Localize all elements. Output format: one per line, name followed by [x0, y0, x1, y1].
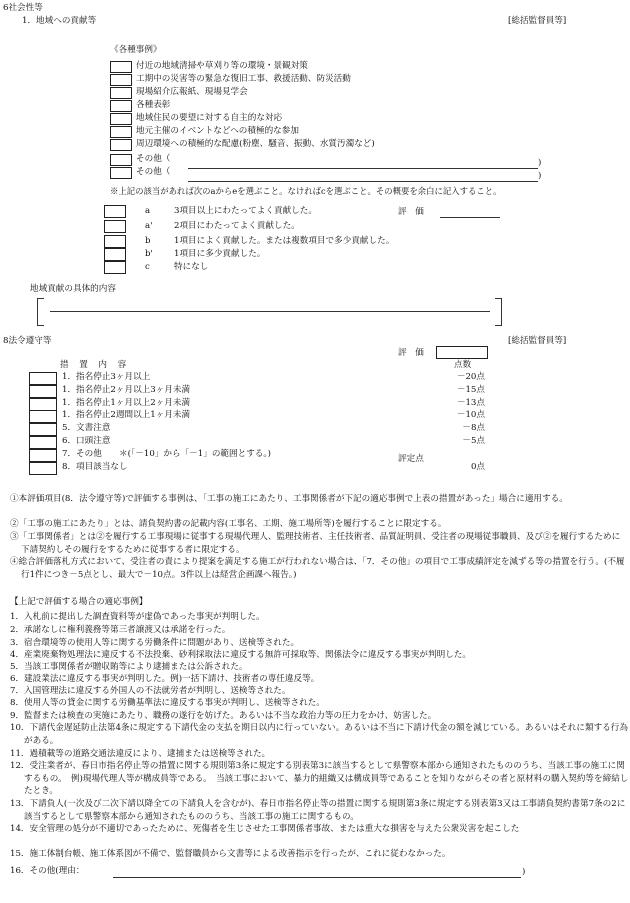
measure-points: －20点: [456, 372, 485, 382]
measure-text: 1．指名停止2週間以上1ヶ月未満: [62, 410, 191, 421]
section6-badge: [総括監督員等]: [508, 16, 567, 26]
measure-points: －5点: [462, 436, 485, 446]
item-label: その他（: [136, 154, 171, 164]
grade-code: b: [145, 236, 151, 246]
case-item: 6．建設業法に違反する事実が判明した。例)一括下請け、技術者の専任違反等。: [10, 674, 320, 684]
item-label: その他（: [136, 167, 171, 177]
case-item: 3．宿舎環境等の使用人等に関する労働条件に問題があり、送検等された。: [10, 638, 300, 648]
case-item: 8．使用人等の貸金に関する労働基準法に違反する事実が判明し、送検等された。: [10, 698, 325, 708]
case-item: 5．当該工事関係者が贈収賄等により逮捕または公訴された。: [10, 662, 248, 672]
paren-close-1: ): [538, 158, 542, 168]
section8-eval-label: 評 価: [398, 348, 424, 358]
measures-header: 措 置 内 容: [60, 360, 128, 370]
item-checkbox[interactable]: [110, 113, 132, 125]
measure-checkbox[interactable]: [29, 423, 57, 436]
item-label: 地域住民の要望に対する自主的な対応: [136, 113, 283, 123]
section6-eval-field[interactable]: [440, 217, 500, 218]
grade-checkbox[interactable]: [104, 235, 126, 248]
case-item: 7．入国管理法に違反する外国人の不法就労者が判明し、送検等された。: [10, 686, 291, 696]
case-item: 16．その他(理由：: [10, 866, 85, 876]
measure-checkbox[interactable]: [29, 372, 57, 385]
section8-badge: [総括監督員等]: [508, 336, 567, 346]
grade-code: a: [145, 206, 151, 216]
measure-text: 1．指名停止1ヶ月以上2ヶ月未満: [62, 397, 191, 408]
measure-points: －15点: [456, 384, 485, 395]
case-item: 11．過積載等の道路交通法違反により、逮捕または送検等された。: [10, 749, 271, 759]
grade-text: 特になし: [174, 262, 209, 272]
item-label: 各種表彰: [136, 100, 171, 110]
measure-points: －8点: [462, 423, 485, 434]
measure-checkbox[interactable]: [29, 398, 57, 411]
case-item: 14．安全管理の処分が不適切であったために、死傷者を生じさせた工事関係者事故、または重大な損害を与えた公衆災害を起こした: [10, 824, 520, 834]
cases-header: 【上記で評価する場合の適応事例】: [10, 597, 148, 607]
item-checkbox[interactable]: [110, 126, 132, 138]
detail-bracket-right: [495, 298, 502, 326]
measure-checkbox[interactable]: [29, 449, 57, 462]
measure-points: －10点: [456, 410, 485, 421]
item-checkbox[interactable]: [110, 74, 132, 86]
examples-header: 《各種事例》: [110, 45, 162, 55]
section6-title: 6社会性等: [3, 3, 43, 13]
measure-text: 6．口頭注意: [62, 436, 111, 446]
item-label: 現場紹介広報紙、現場見学会: [136, 87, 248, 97]
item-checkbox[interactable]: [110, 87, 132, 99]
measure-checkbox[interactable]: [29, 436, 57, 449]
measure-checkbox[interactable]: [29, 410, 57, 423]
case-item: 13．下請負人(一次及び二次下請以降全ての下請負人を含むが)、春日市指名停止等の措置に関する規則第3条に規定する別表第3又は工事請負契約書第7条の2に該当するとして県警察本部から通知されたもののうち、当該工事の施工に関するもの。: [10, 799, 626, 822]
measure-text: 7．その他 ＊(「－10」から「－1」の範囲とする。): [62, 448, 272, 459]
detail-label: 地域貢献の具体的内容: [30, 284, 116, 294]
item-checkbox[interactable]: [110, 167, 132, 179]
item-checkbox[interactable]: [110, 100, 132, 112]
section8-title: 8法令遵守等: [3, 336, 52, 346]
grade-text: 1項目に多少貢献した。: [174, 249, 266, 259]
item-label: 周辺環境への積極的な配慮(粉塵、騒音、振動、水質汚濁など): [136, 139, 375, 149]
measure-points: 0点: [470, 461, 485, 472]
case-item: 4．産業廃棄物処理法に違反する不法投棄、砂利採取法に違反する無許可採取等、関係法令に違反する事実が判明した。: [10, 650, 471, 660]
item-checkbox[interactable]: [110, 139, 132, 151]
measure-text: 5．文書注意: [62, 423, 111, 434]
item-checkbox[interactable]: [110, 154, 132, 166]
detail-bracket-left: [37, 298, 44, 326]
grade-code: a': [145, 221, 153, 231]
case-item: 12．受注業者が、春日市指名停止等の措置に関する規則第3条に規定する別表第3に該当するとして県警察本部から通知されたもののうち、当該工事の施工に関するもの。 例)現場代理人等が構成員等である。 当該工事において、暴力的組織又は構成員等であることを知りながらその者と原材料の購入契約等を締結したとき。: [10, 761, 629, 796]
item-label: 地元主催のイベントなどへの積極的な参加: [136, 126, 299, 136]
case-item: 1．入札前に提出した調査資料等が虚偽であった事実が判明した。: [10, 612, 265, 622]
case-item: 9．監督または検査の実施にあたり、職務の遂行を妨げた。あるいは不当な政治力等の圧力をかけ、妨害した。: [10, 711, 437, 721]
paren-close-2: ): [538, 171, 542, 181]
measure-text: 8．項目該当なし: [62, 461, 128, 472]
measure-checkbox[interactable]: [29, 385, 57, 398]
section6-eval-label: 評 価: [398, 207, 424, 217]
case16-paren-close: ): [522, 867, 526, 877]
section6-subtitle: 1．地域への貢献等: [22, 16, 97, 26]
detail-input-line[interactable]: [50, 311, 490, 312]
other-line-1[interactable]: [188, 168, 538, 169]
case-item: 10．下請代金遅延防止法第4条に規定する下請代金の支払を期日以内に行っていない。あるいは不当に下請け代金の額を減じている。あるいはそれに類する行為がある。: [10, 723, 628, 746]
case-item: 2．承諾なしに権利義務等第三者譲渡又は承諾を行った。: [10, 625, 231, 635]
other-line-2[interactable]: [188, 181, 538, 182]
note-paragraph: ③「工事関係者」とは②を履行する工事現場に従事する現場代理人、監理技術者、主任技術者、品質証明員、受注者の現場従事職員、及び②を履行するために下請契約しその履行をするために従事する者に限定する。: [10, 532, 621, 555]
measure-checkbox[interactable]: [29, 462, 57, 475]
grade-checkbox[interactable]: [104, 205, 126, 218]
measure-text: 1．指名停止2ヶ月以上3ヶ月未満: [62, 384, 191, 395]
grade-checkbox[interactable]: [104, 220, 126, 233]
rating-label: 評定点: [398, 454, 424, 464]
case16-reason-line[interactable]: [113, 877, 521, 878]
note-paragraph: ①本評価項目(8．法令遵守等)で評価する事例は、「工事の施工にあたり、工事関係者が下記の適応事例で上表の措置があった」場合に適用する。: [10, 494, 568, 504]
grade-checkbox[interactable]: [104, 248, 126, 261]
section6-note: ※上記の該当があれば次のaからeを選ぶこと。なければcを選ぶこと。その概要を余白に記入すること。: [110, 186, 502, 196]
note-paragraph: ④総合評価落札方式において、受注者の責により提案を満足する施工が行われない場合は、「7．その他」の項目で工事成績評定を減ずる等の措置を行う。(不履行1件につき－5点とし、最大で－10点。3件以上は経営企画課へ報告。): [10, 557, 625, 580]
grade-text: 3項目以上にわたってよく貢献した。: [174, 206, 317, 216]
grade-code: b': [145, 249, 153, 259]
measure-text: 1．指名停止3ヶ月以上: [62, 372, 151, 382]
note-paragraph: ②「工事の施工にあたり」とは、請負契約書の記載内容(工事名、工期、施工場所等)を履行することに限定する。: [10, 519, 447, 529]
section8-eval-box[interactable]: [436, 346, 488, 359]
grade-text: 1項目によく貢献した。または複数項目で多少貢献した。: [174, 236, 395, 246]
grade-checkbox[interactable]: [104, 261, 126, 274]
grade-code: c: [145, 262, 150, 272]
item-label: 付近の地域清掃や草刈り等の環境・景観対策: [136, 61, 308, 71]
points-header: 点数: [454, 360, 472, 370]
item-checkbox[interactable]: [110, 61, 132, 73]
grade-text: 2項目にわたってよく貢献した。: [174, 221, 300, 231]
item-label: 工期中の災害等の緊急な復旧工事、救援活動、防災活動: [136, 74, 351, 84]
measure-points: －13点: [456, 397, 485, 408]
case-item: 15．施工体制台帳、施工体系図が不備で、監督職員から文書等による改善指示を行ったが、これに従わなかった。: [10, 849, 451, 859]
